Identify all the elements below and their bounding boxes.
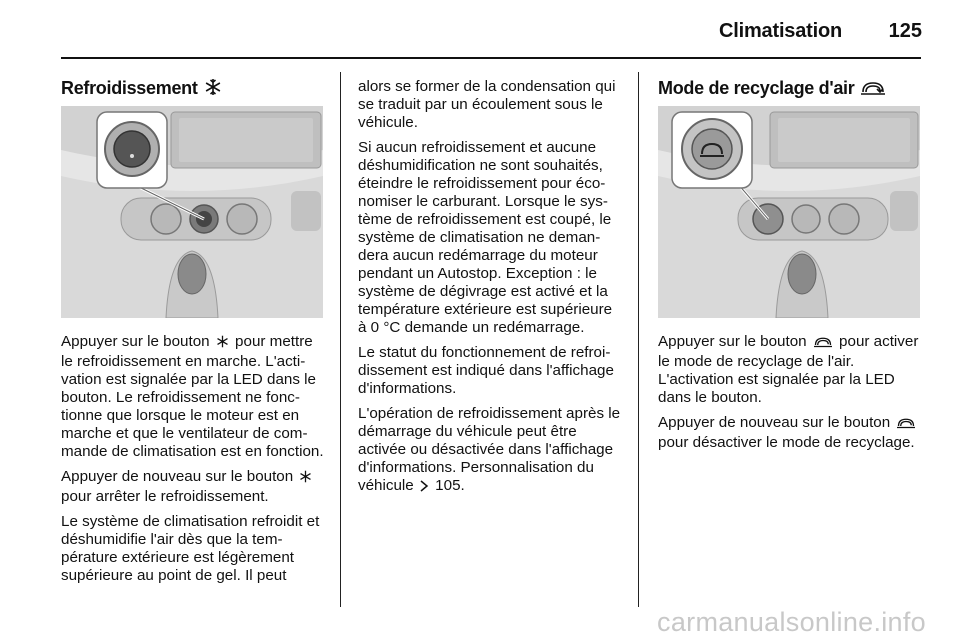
recirc-heading-text: Mode de recyclage d'air bbox=[658, 78, 855, 98]
middle-paragraph-1: alors se former de la condensation qui se traduit par un écoulement sous le véhicule. bbox=[358, 78, 616, 131]
cooling-p1-before: Appuyer sur le bouton bbox=[61, 333, 214, 350]
cooling-heading-text: Refroidissement bbox=[61, 78, 198, 98]
cooling-body bbox=[61, 333, 325, 592]
cooling-p2-before: Appuyer de nouveau sur le bouton bbox=[61, 468, 298, 485]
middle-p4-ref: 105. bbox=[430, 477, 465, 494]
cooling-p2-after: pour arrêter le refroidissement. bbox=[61, 488, 269, 505]
snowflake-icon bbox=[204, 78, 222, 101]
middle-body bbox=[358, 78, 624, 504]
snowflake-icon bbox=[299, 470, 312, 488]
recirc-paragraph-1 bbox=[658, 333, 924, 407]
watermark: carmanualsonline.info bbox=[657, 607, 926, 637]
air-recirculation-icon bbox=[813, 335, 833, 353]
cooling-paragraph-3: Le système de climatisation refroidit et déshumidifie l'air dès que la température extérieure est légèrement supérieure au point de gel. Il peut bbox=[61, 513, 320, 584]
air-recirculation-icon bbox=[860, 80, 886, 101]
recirc-paragraph-2 bbox=[658, 414, 924, 452]
reference-arrow-icon bbox=[420, 479, 429, 497]
recirc-p1-before: Appuyer sur le bouton bbox=[658, 333, 811, 350]
section-heading-cooling bbox=[61, 78, 222, 101]
page-header bbox=[0, 0, 960, 56]
section-heading-recirculation bbox=[658, 78, 886, 101]
dashboard-ac-button-figure bbox=[61, 106, 323, 318]
middle-paragraph-2: Si aucun refroidissement et aucune déshumidification ne sont souhaités, éteindre le refroidissement pour économiser le carburant. Lorsque le système de refroidissement est coupé, le système de climatisation ne demandera aucun redémarrage du moteur pendant un Autostop. Exception : le système de dégivrage est activé et la température extérieure est supérieure à 0 °C demande un redémarrage. bbox=[358, 139, 613, 336]
middle-p4-before: L'opération de refroidissement après le démarrage du véhicule peut être activée ou désactivée dans l'affichage d'informations. Personnalisation du véhicule bbox=[358, 405, 621, 494]
recirc-p2-after: pour désactiver le mode de recyclage. bbox=[658, 434, 915, 451]
header-title: Climatisation bbox=[719, 20, 842, 42]
header-rule bbox=[61, 57, 921, 59]
page-number: 125 bbox=[888, 20, 922, 42]
recirc-body bbox=[658, 333, 924, 459]
cooling-paragraph-2 bbox=[61, 468, 325, 506]
cooling-p1-after: pour mettre le refroidissement en marche. L'activation est signalée par la LED dans le bouton. Le refroidissement ne fonctionne que lorsque le moteur est en marche et que le ventilateur de commande de climatisation est en fonction. bbox=[61, 333, 324, 460]
cooling-paragraph-1 bbox=[61, 333, 325, 461]
column-divider-left bbox=[340, 72, 341, 607]
middle-paragraph-3: Le statut du fonctionnement de refroidissement est indiqué dans l'affichage d'informations. bbox=[358, 344, 614, 397]
recirc-p1-after: pour activer le mode de recyclage de l'air. L'activation est signalée par la LED dans le bouton. bbox=[658, 333, 919, 406]
recirc-p2-before: Appuyer de nouveau sur le bouton bbox=[658, 414, 895, 431]
middle-paragraph-4 bbox=[358, 405, 624, 497]
column-divider-right bbox=[638, 72, 639, 607]
snowflake-icon bbox=[216, 335, 229, 353]
dashboard-recirculation-button-figure bbox=[658, 106, 920, 318]
air-recirculation-icon bbox=[896, 416, 916, 434]
